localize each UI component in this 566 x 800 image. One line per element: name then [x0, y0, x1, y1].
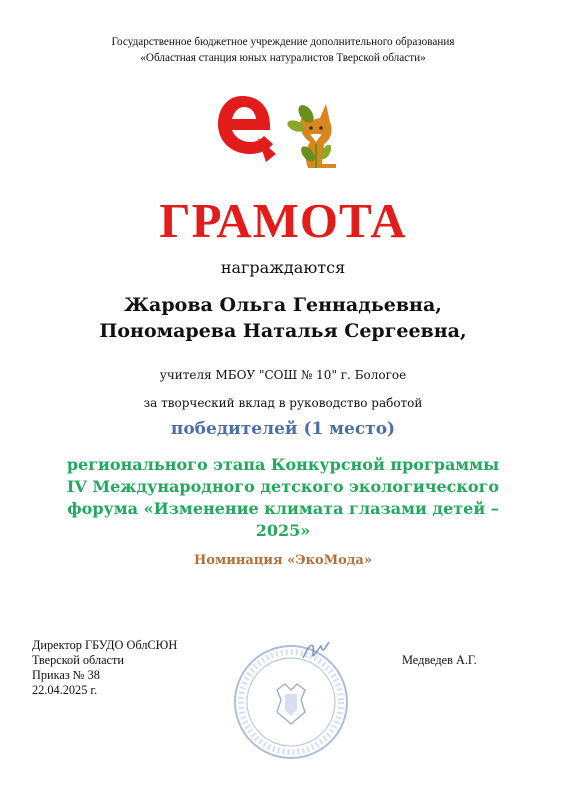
- awarded-text: награждаются: [220, 258, 346, 277]
- director-name: Медведев А.Г.: [402, 653, 477, 667]
- fox-with-leaves-logo-icon: [286, 102, 336, 168]
- organization-line-1: Государственное бюджетное учреждение дополнительного образования: [111, 36, 455, 48]
- recipient-name: Пономарева Наталья Сергеевна,: [99, 320, 467, 342]
- program-line: регионального этапа Конкурсной программы: [66, 455, 500, 474]
- order-number: Приказ № 38: [32, 668, 100, 682]
- logos: [218, 92, 348, 170]
- order-date: 22.04.2025 г.: [32, 683, 98, 697]
- director-title: Директор ГБУДО ОблСЮН: [32, 638, 178, 652]
- director-block: [32, 638, 177, 698]
- award-reason: за творческий вклад в руководство работой: [143, 396, 423, 410]
- recipients: [0, 292, 566, 344]
- nomination: Номинация «ЭкоМода»: [193, 553, 372, 568]
- program-description: [0, 454, 566, 542]
- red-letter-e-logo-icon: [218, 96, 276, 162]
- recipient-name: Жарова Ольга Геннадьевна,: [124, 294, 442, 316]
- recipients-role: учителя МБОУ "СОШ № 10" г. Бологое: [159, 368, 407, 382]
- organization-line-2: «Областная станция юных натуралистов Тверской области»: [140, 52, 426, 64]
- winners-place: победителей (1 место): [170, 419, 396, 439]
- program-line: 2025»: [255, 521, 311, 540]
- program-line: IV Международного детского экологического: [66, 477, 500, 496]
- director-region: Тверской области: [32, 653, 124, 667]
- organization-header: [0, 34, 566, 66]
- official-round-seal-icon: [233, 620, 363, 770]
- certificate-title: ГРАМОТА: [159, 193, 407, 248]
- program-line: форума «Изменение климата глазами детей –: [67, 499, 499, 518]
